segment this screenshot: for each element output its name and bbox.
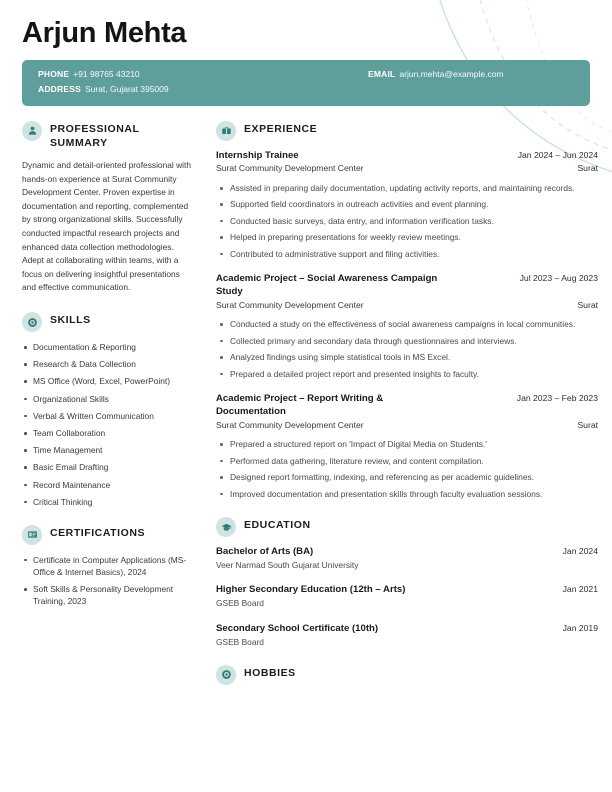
contact-address <box>38 85 368 94</box>
skills-list <box>22 341 194 508</box>
entry-organization: Surat Community Development Center <box>216 419 364 430</box>
target-icon <box>22 312 42 332</box>
entry-heading-row <box>216 273 598 299</box>
education-date: Jan 2021 <box>562 584 598 595</box>
person-icon <box>22 121 42 141</box>
list-item: Assisted in preparing daily documentation, updating activity reports, and maintaining records. <box>216 182 598 194</box>
list-item: Critical Thinking <box>22 496 194 508</box>
sidebar-column <box>22 120 194 624</box>
section-title: EXPERIENCE <box>244 122 318 135</box>
education-heading-row <box>216 623 598 636</box>
section-header <box>22 311 194 332</box>
entry-location: Surat <box>577 163 598 174</box>
entry-organization: Surat Community Development Center <box>216 299 364 310</box>
section-title: HOBBIES <box>244 666 296 679</box>
entry-bullets <box>216 318 598 380</box>
section-title: CERTIFICATIONS <box>50 526 146 539</box>
section-title: SKILLS <box>50 314 91 327</box>
entry-title: Academic Project – Social Awareness Campaign Study <box>216 273 438 297</box>
entry-heading-row <box>216 150 598 163</box>
contact-band <box>22 60 590 106</box>
contact-address-value: Surat, Gujarat 395009 <box>84 84 169 95</box>
list-item: Conducted basic surveys, data entry, and information verification tasks. <box>216 215 598 227</box>
education-entry <box>216 584 598 609</box>
section-title: PROFESSIONAL SUMMARY <box>50 122 140 149</box>
entry-bullets <box>216 182 598 260</box>
list-item: Record Maintenance <box>22 479 194 491</box>
entry-location: Surat <box>577 299 598 310</box>
section-professional-summary <box>22 120 194 295</box>
education-school: Veer Narmad South Gujarat University <box>216 559 359 570</box>
contact-email-label: EMAIL <box>368 68 396 79</box>
entry-location: Surat <box>577 419 598 430</box>
target-icon <box>216 665 236 685</box>
section-certifications <box>22 524 194 608</box>
list-item: Collected primary and secondary data through questionnaires and interviews. <box>216 335 598 347</box>
list-item: Supported field coordinators in outreach activities and event planning. <box>216 198 598 210</box>
education-school: GSEB Board <box>216 598 264 609</box>
experience-entry <box>216 150 598 261</box>
entry-dates: Jan 2023 – Feb 2023 <box>516 393 598 404</box>
list-item: Improved documentation and presentation skills through faculty evaluation sessions. <box>216 488 598 500</box>
entry-heading-row <box>216 393 598 419</box>
contact-email <box>368 70 504 79</box>
list-item: Prepared a detailed project report and presented insights to faculty. <box>216 368 598 380</box>
entry-subheading-row <box>216 163 598 175</box>
section-education <box>216 516 598 648</box>
list-item: Team Collaboration <box>22 427 194 439</box>
graduation-cap-icon <box>216 517 236 537</box>
education-date: Jan 2024 <box>562 546 598 557</box>
education-entry <box>216 623 598 648</box>
section-hobbies <box>216 664 598 685</box>
education-heading-row <box>216 584 598 597</box>
list-item: Designed report formatting, indexing, and referencing as per academic guidelines. <box>216 471 598 483</box>
list-item: Basic Email Drafting <box>22 461 194 473</box>
contact-phone-value: +91 98765 43210 <box>73 68 140 79</box>
entry-subheading-row <box>216 300 598 312</box>
list-item: Certificate in Computer Applications (MS-Office & Internet Basics), 2024 <box>22 554 194 578</box>
section-skills <box>22 311 194 508</box>
list-item: Soft Skills & Personality Development Training, 2023 <box>22 583 194 607</box>
entry-title: Internship Trainee <box>216 149 299 161</box>
section-title: EDUCATION <box>244 519 311 532</box>
education-degree: Bachelor of Arts (BA) <box>216 546 314 558</box>
list-item: Contributed to administrative support and filing activities. <box>216 248 598 260</box>
list-item: Analyzed findings using simple statistical tools in MS Excel. <box>216 351 598 363</box>
experience-entry <box>216 273 598 380</box>
list-item: Verbal & Written Communication <box>22 410 194 422</box>
contact-column-right <box>368 70 504 95</box>
contact-phone-label: PHONE <box>38 68 70 79</box>
contact-email-value[interactable]: arjun.mehta@example.com <box>399 68 504 79</box>
list-item: Documentation & Reporting <box>22 341 194 353</box>
entry-title: Academic Project – Report Writing & Documentation <box>216 393 384 417</box>
education-degree: Secondary School Certificate (10th) <box>216 622 379 634</box>
briefcase-icon <box>216 121 236 141</box>
entry-dates: Jan 2024 – Jun 2024 <box>517 149 598 160</box>
contact-address-label: ADDRESS <box>38 84 81 95</box>
education-entry <box>216 546 598 571</box>
section-experience <box>216 120 598 500</box>
resume-body <box>0 106 612 701</box>
list-item: Conducted a study on the effectiveness of social awareness campaigns in local communities. <box>216 318 598 330</box>
certifications-list <box>22 554 194 608</box>
summary-text: Dynamic and detail-oriented professional with hands-on experience at Surat Community Development Center. Proven expertise in documentation and reporting, complemented by strong organizational skills. Successfully conducted impactful research projects and enhanced data collection methodologies. Adept at collaborating within teams, with a focus on delivering insightful presentations and effective communication. <box>22 159 191 293</box>
main-column <box>210 120 598 701</box>
list-item: Performed data gathering, literature review, and content compilation. <box>216 455 598 467</box>
education-date: Jan 2019 <box>562 622 598 633</box>
entry-subheading-row <box>216 420 598 432</box>
section-header <box>216 120 598 141</box>
resume-header <box>0 0 612 106</box>
certificate-icon <box>22 525 42 545</box>
list-item: Time Management <box>22 444 194 456</box>
contact-phone <box>38 70 368 79</box>
education-degree: Higher Secondary Education (12th – Arts) <box>216 584 406 596</box>
entry-dates: Jul 2023 – Aug 2023 <box>519 273 598 284</box>
list-item: MS Office (Word, Excel, PowerPoint) <box>22 375 194 387</box>
list-item: Helped in preparing presentations for weekly review meetings. <box>216 231 598 243</box>
list-item: Prepared a structured report on 'Impact of Digital Media on Students.' <box>216 438 598 450</box>
contact-column-left <box>38 70 368 95</box>
list-item: Organizational Skills <box>22 393 194 405</box>
section-header <box>216 516 598 537</box>
section-header <box>22 524 194 545</box>
education-heading-row <box>216 546 598 559</box>
entry-organization: Surat Community Development Center <box>216 163 364 174</box>
experience-entry <box>216 393 598 500</box>
education-school: GSEB Board <box>216 636 264 647</box>
list-item: Research & Data Collection <box>22 358 194 370</box>
entry-bullets <box>216 438 598 500</box>
section-header <box>216 664 598 685</box>
page-title: Arjun Mehta <box>22 17 187 49</box>
section-header <box>22 120 194 150</box>
